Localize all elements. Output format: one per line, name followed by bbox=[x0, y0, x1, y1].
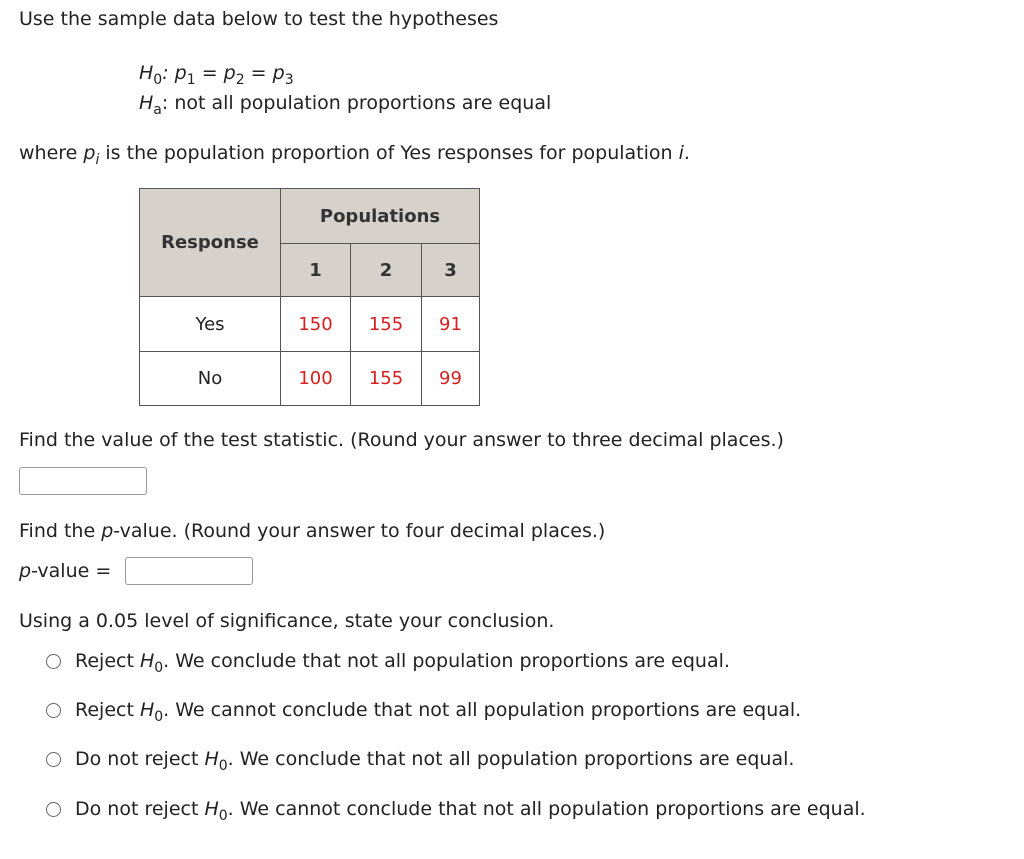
response-header: Response bbox=[140, 189, 281, 297]
table-cell: 155 bbox=[351, 352, 422, 406]
option-label[interactable]: Reject $H_0$. We conclude that not all population proportions are equal. bbox=[75, 650, 730, 676]
question-conclusion: Using a 0.05 level of significance, state your conclusion. bbox=[19, 610, 555, 632]
option-label[interactable]: Reject $H_0$. We cannot conclude that not all population proportions are equal. bbox=[75, 699, 802, 725]
table-row bbox=[140, 352, 480, 406]
table-row bbox=[140, 297, 480, 352]
table-cell: 100 bbox=[281, 352, 351, 406]
row-label: No bbox=[140, 352, 281, 406]
option-radio[interactable] bbox=[46, 703, 61, 718]
option-label[interactable]: Do not reject $H_0$. We conclude that not all population proportions are equal. bbox=[75, 748, 795, 774]
where-definition: where $p_i$ is the population proportion of Yes responses for population i. bbox=[19, 142, 690, 168]
option-radio[interactable] bbox=[46, 654, 61, 669]
question-p-value: Find the p-value. (Round your answer to four decimal places.) bbox=[19, 520, 606, 542]
table-cell: 150 bbox=[281, 297, 351, 352]
option-label[interactable]: Do not reject $H_0$. We cannot conclude that not all population proportions are equal. bbox=[75, 798, 866, 824]
option-radio[interactable] bbox=[46, 752, 61, 767]
column-header: 2 bbox=[351, 244, 422, 297]
populations-header: Populations bbox=[281, 189, 480, 244]
column-header: 3 bbox=[422, 244, 480, 297]
table-cell: 155 bbox=[351, 297, 422, 352]
data-table bbox=[139, 188, 480, 406]
p-value-input[interactable] bbox=[125, 557, 253, 585]
column-header: 1 bbox=[281, 244, 351, 297]
row-label: Yes bbox=[140, 297, 281, 352]
table-cell: 99 bbox=[422, 352, 480, 406]
null-hypothesis: $H_0$: $p_1 = p_2 = p_3$ bbox=[139, 62, 294, 88]
question-test-statistic: Find the value of the test statistic. (Round your answer to three decimal places.) bbox=[19, 429, 784, 451]
option-radio[interactable] bbox=[46, 802, 61, 817]
alternative-hypothesis: $H_a$: not all population proportions are equal bbox=[139, 92, 552, 118]
p-value-label: p-value = bbox=[19, 560, 112, 582]
intro-text: Use the sample data below to test the hypotheses bbox=[19, 8, 499, 30]
test-statistic-input[interactable] bbox=[19, 467, 147, 495]
table-cell: 91 bbox=[422, 297, 480, 352]
